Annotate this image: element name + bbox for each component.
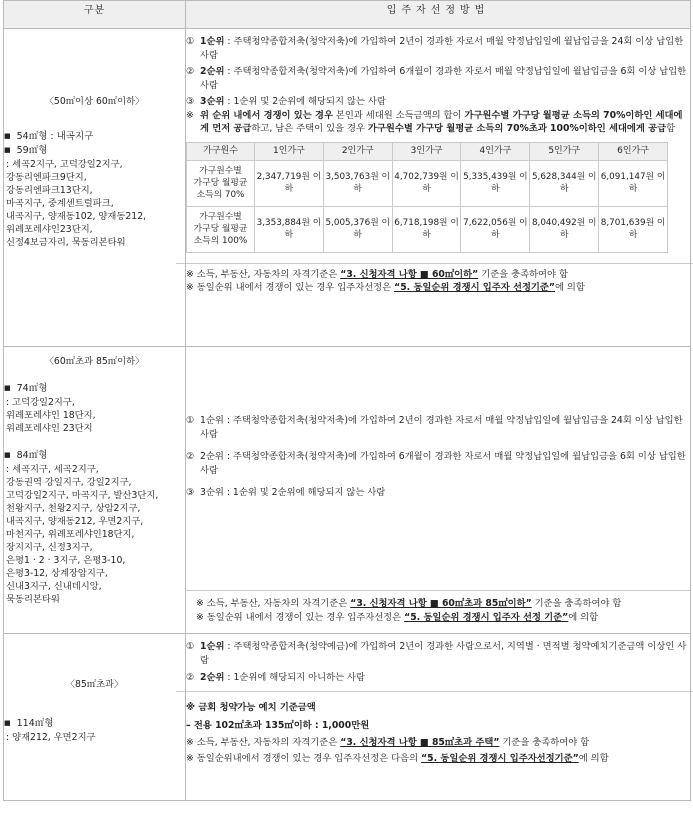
type-84-area-7: 은평1 · 2 · 3지구, 은평3-10, xyxy=(6,555,126,566)
type-84-area-0: : 세곡지구, 세곡2지구, xyxy=(6,464,99,475)
rank3-text: : 1순위 및 2순위에 해당되지 않는 사람 xyxy=(224,96,386,107)
type-84-area-3: 천왕지구, 천왕2지구, 상암2지구, xyxy=(6,503,141,514)
row1-category: 〈50㎡이상 60㎡이하〉 xyxy=(44,95,145,107)
type-54 xyxy=(4,130,185,144)
row3-method-cell xyxy=(186,634,691,801)
type-59-area-5: 위례포레샤인23단지, xyxy=(6,223,93,235)
rank2-label: 2순위 xyxy=(200,672,225,683)
type-84-area-1: 강동권역 강일지구, 강일2지구, xyxy=(6,477,132,488)
income-cell: 8,040,492원 이하 xyxy=(530,206,599,252)
type-84-area-6: 장지지구, 신정3지구, xyxy=(6,542,93,553)
foot-ref: “5. 동일순위 경쟁시 입주자선정기준” xyxy=(421,753,579,764)
row3-category-cell xyxy=(4,634,186,801)
income-cell: 7,622,056원 이하 xyxy=(461,206,530,252)
income-header-3: 3인가구 xyxy=(392,142,461,160)
foot-pre: ※ 동일순위내에서 경쟁이 있는 경우 입주자선정은 다음의 xyxy=(186,753,422,764)
row3-category: 〈85㎡초과〉 xyxy=(65,679,124,690)
type-59-area-1: 강동리엔파크9단지, xyxy=(6,171,87,183)
type-59-area-2: 강동리엔파크13단지, xyxy=(6,184,93,196)
type-84: ■ 84㎡형 xyxy=(4,449,185,463)
type-84-area-4: 내곡지구, 양재동212, 우면2지구, xyxy=(6,516,144,527)
rank1-label: 1순위 xyxy=(200,36,225,47)
income-cell: 6,091,147원 이하 xyxy=(599,160,668,206)
label-line: 가구당 월평균 xyxy=(193,178,248,188)
foot-ref: “3. 신청자격 나항 ■ 60㎡이하” xyxy=(340,268,479,280)
rank1-text: : 주택청약종합저축(청약예금)에 가입하여 2년이 경과한 사람으로서, 지역별 · 면적별 청약예치기준금액 이상인 사람 xyxy=(200,641,687,666)
label-line: 소득의 100% xyxy=(193,236,248,246)
type-84-area-8: 은평3-12, 상계장암지구, xyxy=(6,568,108,579)
row2-category-cell xyxy=(4,347,186,634)
row3-footnote-2 xyxy=(186,752,690,766)
type-59-area-4: 내곡지구, 양재동102, 양재동212, xyxy=(6,210,147,222)
label-line: 가구원수별 xyxy=(199,166,242,176)
row2-method-cell xyxy=(186,347,691,634)
row3-footnote-1 xyxy=(186,736,690,750)
type-59-area-3: 마곡지구, 중계센트럴파크, xyxy=(6,197,114,209)
rank1-text: : 주택청약종합저축(청약저축)에 가입하여 2년이 경과한 자로서 매월 약정납입일에 월납입금을 24회 이상 납입한 사람 xyxy=(200,36,684,61)
label-line: 소득의 70% xyxy=(196,190,245,200)
foot-post: 기준을 충족하여야 함 xyxy=(531,598,622,609)
row2-rank2: ② 2순위 : 주택청약종합저축(청약저축)에 가입하여 6개월이 경과한 자로서 매월 약정납입일에 월납입금을 6회 이상 납입한 사람 xyxy=(186,450,690,477)
foot-post: 기준을 충족하여야 함 xyxy=(478,268,568,280)
foot-pre: ※ 소득, 부동산, 자동차의 자격기준은 xyxy=(186,736,341,748)
foot-pre: ※ 동일순위 내에서 경쟁이 있는 경우 입주자선정은 xyxy=(186,282,395,293)
type-114: ■ 114㎡형 xyxy=(4,717,185,731)
income-table xyxy=(186,142,668,253)
foot-ref: “3. 신청자격 나항 ■ 60㎡초과 85㎡이하” xyxy=(350,598,532,609)
row1-rank3: ③ 3순위 : 1순위 및 2순위에 해당되지 않는 사람 xyxy=(186,96,386,107)
income-cell: 5,005,376원 이하 xyxy=(323,206,392,252)
type-84-area-2: 고덕강일2지구, 마곡지구, 발산3단지, xyxy=(6,490,159,501)
label-line: 가구당 월평균 xyxy=(193,224,248,234)
row1-footnote-2 xyxy=(186,281,690,295)
rank2-text: 2순위 : 주택청약종합저축(청약저축)에 가입하여 6개월이 경과한 자로서 매월 약정납입일에 월납입금을 6회 이상 납입한 사람 xyxy=(200,451,686,476)
note-e: 가구원수별 가구당 월평균 소득의 70%초과 100%이하인 세대에게 공급 xyxy=(367,123,667,134)
row1-rank2: ② 2순위 : 주택청약종합저축(청약저축)에 가입하여 6개월이 경과한 자로서 매월 약정납입일에 월납입금을 6회 이상 납입한 사람 xyxy=(186,66,687,91)
income-cell: 2,347,719원 이하 xyxy=(255,160,324,206)
row2-rank1: ① 1순위 : 주택청약종합저축(청약저축)에 가입하여 2년이 경과한 자로서 매월 약정납입일에 월납입금을 24회 이상 납입한 사람 xyxy=(186,414,690,441)
row1-method-cell xyxy=(186,29,691,347)
type-59-area-6: 신정4보금자리, 묵동리본타워 xyxy=(6,236,126,248)
label-line: 가구원수별 xyxy=(199,212,242,222)
row1-rank1: ① 1순위 : 주택청약종합저축(청약저축)에 가입하여 2년이 경과한 자로서 매월 약정납입일에 월납입금을 24회 이상 납입한 사람 xyxy=(186,36,684,61)
rank1-text: 1순위 : 주택청약종합저축(청약저축)에 가입하여 2년이 경과한 자로서 매월 약정납입일에 월납입금을 24회 이상 납입한 사람 xyxy=(200,415,683,440)
row3-rank2: ② 2순위 : 1순위에 해당되지 아니하는 사람 xyxy=(186,672,366,683)
row2-footnote-1 xyxy=(196,597,684,611)
row2-footnote-2 xyxy=(196,611,684,625)
foot-pre: ※ 동일순위 내에서 경쟁이 있는 경우 입주자선정은 xyxy=(196,611,405,623)
income-row-label xyxy=(187,206,255,252)
row3-rank1: ① 1순위 : 주택청약종합저축(청약예금)에 가입하여 2년이 경과한 사람으로서, 지역별 · 면적별 청약예치기준금액 이상인 사람 xyxy=(186,641,687,666)
income-cell: 8,701,639원 이하 xyxy=(599,206,668,252)
row1-category-cell xyxy=(4,29,186,347)
foot-ref: “3. 신청자격 나항 ■ 85㎡초과 주택” xyxy=(340,736,500,748)
note-f: 함 xyxy=(666,123,676,134)
income-header-2: 2인가구 xyxy=(323,142,392,160)
rank1-label: 1순위 xyxy=(200,641,225,652)
row1-priority-note: ※ 위 순위 내에서 경쟁이 있는 경우 본인과 세대원 소득금액의 합이 가구원수별 가구당 월평균 소득의 70%이하인 세대에게 먼저 공급하고, 남은 주택이 있을 경우 가구원수별 가구당 월평균 소득의 70%초과 100%이하인 세대에게 공급함 xyxy=(186,109,683,134)
foot-pre: ※ 소득, 부동산, 자동차의 자격기준은 xyxy=(186,268,341,280)
income-header-4: 4인가구 xyxy=(461,142,530,160)
foot-post: 에 의함 xyxy=(555,282,585,293)
rank2-text: : 주택청약종합저축(청약저축)에 가입하여 6개월이 경과한 자로서 매월 약정납입일에 월납입금을 6회 이상 납입한 사람 xyxy=(200,66,687,91)
type-114-area: : 양재212, 우면2지구 xyxy=(6,732,96,743)
income-cell: 5,628,344원 이하 xyxy=(530,160,599,206)
foot-post: 에 의함 xyxy=(568,611,599,623)
foot-pre: ※ 소득, 부동산, 자동차의 자격기준은 xyxy=(196,598,351,609)
rank2-label: 2순위 xyxy=(200,66,225,77)
deposit-title: ※ 금회 청약가능 예치 기준금액 xyxy=(186,701,316,713)
income-cell: 6,718,198원 이하 xyxy=(392,206,461,252)
type-84-area-10: 묵동리본타워 xyxy=(6,594,60,605)
type-84-area-5: 마천지구, 위례포레샤인18단지, xyxy=(6,529,135,540)
header-category: 구분 xyxy=(4,1,186,29)
note-c: 가구원수별 가구당 월평균 소득의 70%이하인 세대에게 먼저 공급 xyxy=(200,109,683,134)
row2-rank3: ③ 3순위 : 1순위 및 2순위에 해당되지 않는 사람 xyxy=(186,486,690,500)
income-row-label xyxy=(187,160,255,206)
income-header-6: 6인가구 xyxy=(599,142,668,160)
deposit-value: – 전용 102㎡초과 135㎡이하 : 1,000만원 xyxy=(186,720,370,731)
income-header-5: 5인가구 xyxy=(530,142,599,160)
rank3-label: 3순위 xyxy=(200,96,225,107)
foot-post: 에 의함 xyxy=(578,753,609,764)
income-cell: 4,702,739원 이하 xyxy=(392,160,461,206)
type-84-area-9: 신내3지구, 신내데시앙, xyxy=(6,581,102,592)
row2-category: 〈60㎡초과 85㎡이하〉 xyxy=(44,356,145,367)
type-74-area-1: 위례포레샤인 18단지, xyxy=(6,410,96,421)
type-54-area: : 내곡지구 xyxy=(47,130,94,142)
type-59-label: 59㎡형 xyxy=(16,144,48,156)
note-d: 하고, 남은 주택이 있을 경우 xyxy=(251,123,368,134)
income-cell: 3,353,884원 이하 xyxy=(255,206,324,252)
income-header-1: 1인가구 xyxy=(255,142,324,160)
income-header-0: 가구원수 xyxy=(187,142,255,160)
income-cell: 5,335,439원 이하 xyxy=(461,160,530,206)
foot-ref: “5. 동일순위 경쟁시 입주자 선정기준” xyxy=(394,282,555,293)
note-b: 본인과 세대원 소득금액의 합이 xyxy=(332,109,465,121)
row1-footnote-1 xyxy=(186,268,690,282)
type-74: ■ 74㎡형 xyxy=(4,382,185,396)
foot-post: 기준을 충족하여야 함 xyxy=(499,736,590,748)
foot-ref: “5. 동일순위 경쟁시 입주자 선정 기준” xyxy=(404,611,569,623)
rank2-text: : 1순위에 해당되지 아니하는 사람 xyxy=(224,672,366,683)
type-54-label: 54㎡형 xyxy=(16,130,48,142)
type-59-area-0: : 세곡2지구, 고덕강일2지구, xyxy=(6,158,123,170)
header-method: 입주자선정방법 xyxy=(186,1,691,29)
type-74-area-0: : 고덕강일2지구, xyxy=(6,397,75,408)
note-a: 위 순위 내에서 경쟁이 있는 경우 xyxy=(200,109,333,121)
type-59 xyxy=(4,144,185,158)
selection-method-table xyxy=(3,0,691,801)
type-74-area-2: 위례포레샤인 23단지 xyxy=(6,423,93,434)
rank3-text: 3순위 : 1순위 및 2순위에 해당되지 않는 사람 xyxy=(200,487,386,498)
income-cell: 3,503,763원 이하 xyxy=(323,160,392,206)
